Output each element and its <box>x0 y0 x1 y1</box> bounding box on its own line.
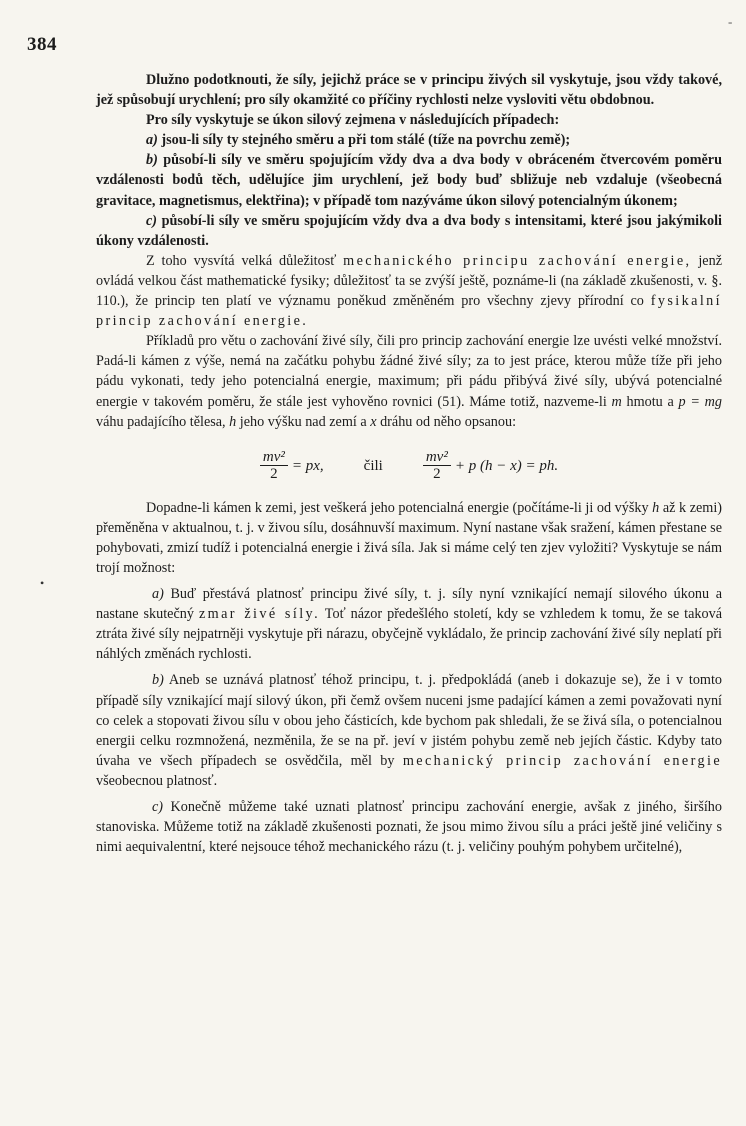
p4-e: dráhu od něho opsanou: <box>380 413 517 430</box>
option-b-label: b) <box>152 672 164 689</box>
case-a <box>96 130 722 150</box>
p5-a: Dopadne-li kámen k zemi, jest veškerá jeho potencialná energie (počítáme-li ji od výšky <box>146 499 649 516</box>
paragraph-4 <box>96 331 722 431</box>
case-a-label: a) <box>146 132 158 149</box>
case-c-text: působí-li síly ve směru spojujícím vždy dva a dva body s intensitami, které jsou jakýmikoli úkony vzdálenosti. <box>96 212 722 249</box>
case-b-label: b) <box>146 152 158 169</box>
option-a-spaced: zmar živé síly. <box>198 606 321 623</box>
p3-b: jenž ovládá velkou část mathematické fysiky; důležitosť ta se zvýší ještě, poznáme-li (na základě zkušenosti, v. §. 110.), že princip ten platí ve významu poněkud změněném pro všechny zjevy přírodní co <box>96 252 722 310</box>
option-b-spaced: mechanický princip zachování energie <box>402 752 723 769</box>
paragraph-2: Pro síly vyskytuje se úkon silový zejmena v následujících případech: <box>146 112 560 129</box>
p4-p: p = mg <box>678 393 723 410</box>
option-c-text: Konečně můžeme také uznati platnosť principu zachování energie, avšak z jiného, širšího stanoviska. Můžeme totiž na základě zkušenosti poznati, že jsou mimo živou sílu a práci ještě jiné veličiny s nimi aequivalentní, které nejsouce téhož mechanického rázu (t. j. veličiny pouhým pohybem určitelné), <box>96 799 722 856</box>
fraction-1-denominator: 2 <box>270 466 278 483</box>
p4-a: Příkladů pro větu o zachování živé síly, čili pro princip zachování energie lze uvésti velké množství. Padá-li kámen z výše, nemá na začátku pohybu žádné živé síly; za to jest práce, kterou může tíže při jeho pádu vykonati, tedy jeho potencialná energie, maximum; při pádu přibývá živé síly, ubývá potencialné energie v takovém poměru, že stále jest vyhověno rovnici (51). Máme totiž, nazveme-li <box>96 333 722 410</box>
fraction-2-numerator: mv² <box>423 449 451 466</box>
p4-d: jeho výšku nad zemí a <box>239 413 367 430</box>
equation <box>96 434 722 498</box>
option-b-text-2: všeobecnou platnosť. <box>96 772 218 789</box>
p3-a: Z toho vysvítá velká důležitosť <box>146 252 337 269</box>
fraction-2 <box>423 449 451 482</box>
equation-connector: čili <box>363 457 383 474</box>
option-a <box>96 584 722 664</box>
top-dash: - <box>728 14 733 29</box>
equation-right <box>423 449 558 482</box>
option-a-label: a) <box>152 586 164 603</box>
p4-h: h <box>229 413 237 430</box>
case-c <box>96 211 722 251</box>
option-a-text-2: Toť názor předešlého století, kdy se vzhledem k tomu, že se taková ztráta živé síly nejpatrněji vyskytuje při nárazu, obyčejně vykládalo, že princip zachování živé síly neplatí při náhlých změnách rychlosti. <box>96 606 722 663</box>
p3-spaced-2: fysikalní princip zachování energie. <box>96 293 723 330</box>
equation-left <box>260 449 324 482</box>
paragraph-3 <box>96 251 722 331</box>
case-a-text: jsou-li síly ty stejného směru a při tom stálé (tíže na povrchu země); <box>161 132 571 149</box>
p4-c: váhu padajícího tělesa, <box>96 413 226 430</box>
paragraph-5 <box>96 498 722 578</box>
case-c-label: c) <box>146 212 158 229</box>
option-a-text-1: Buď přestává platnosť principu živé síly, t. j. síly nyní vznikající nemají silového úkonu a nastane skutečný <box>96 586 722 623</box>
p4-x: x <box>370 413 377 430</box>
margin-mark: • <box>40 576 45 590</box>
fraction-1-numerator: mv² <box>260 449 288 466</box>
option-c <box>96 797 722 857</box>
case-b <box>96 150 722 210</box>
page-number: 384 <box>27 34 57 55</box>
option-b <box>96 670 722 791</box>
equation-2-rhs: + p (h − x) = ph. <box>454 457 559 474</box>
p4-m: m <box>611 393 622 410</box>
p4-b: hmotu a <box>626 393 674 410</box>
fraction-1 <box>260 449 288 482</box>
case-b-text: působí-li síly ve směru spojujícím vždy dva a dva body v obráceném čtvercovém poměru vzdálenosti bodů těch, udělujíce jim urychlení, jež body buď sbližuje neb vzdaluje (všeobecná gravitace, magnetismus, elektřina); v případě tom nazýváme úkon silový potencialným úkonem; <box>96 152 722 209</box>
p5-b: až k zemi) přeměněna v aktualnou, t. j. v živou sílu, dosáhnuvší maximum. Nyní nastane však sražení, kámen přestane se pohybovati, zmizí tudíž i potencialná energie i živá síla. Jak si máme celý ten zjev vyložiti? Vyskytuje se nám trojí možnost: <box>96 499 723 576</box>
body-text <box>96 70 722 857</box>
equation-1-rhs: = px, <box>291 457 324 474</box>
paragraph-1: Dlužno podotknouti, že síly, jejichž práce se v principu živých sil vyskytuje, jsou vždy takové, jež spůsobují urychlení; pro síly okamžité co příčiny rychlosti nelze vysloviti větu obdobnou. <box>96 72 722 109</box>
p3-spaced-1: mechanického principu zachování energie, <box>343 252 692 269</box>
option-c-label: c) <box>152 799 164 815</box>
fraction-2-denominator: 2 <box>433 466 441 483</box>
option-b-text-1: Aneb se uznává platnosť téhož principu, t. j. předpokládá (aneb i dokazuje se), že i v tomto případě síly vznikající mají silový úkon, při čemž ovšem nuceni jsme padající kámen a zemi považovati nyní co celek a stopovati živou sílu v obou jeho částicích, kde bychom pak shledali, že se živá síla, o potencialnou energii celku rozmnožená, nezměnila, že se na př. jeví v jistém pohybu země neb jejích částic. Kdyby tato úvaha ve všech případech se osvědčila, měl by <box>96 672 722 769</box>
p5-h: h <box>652 499 660 516</box>
